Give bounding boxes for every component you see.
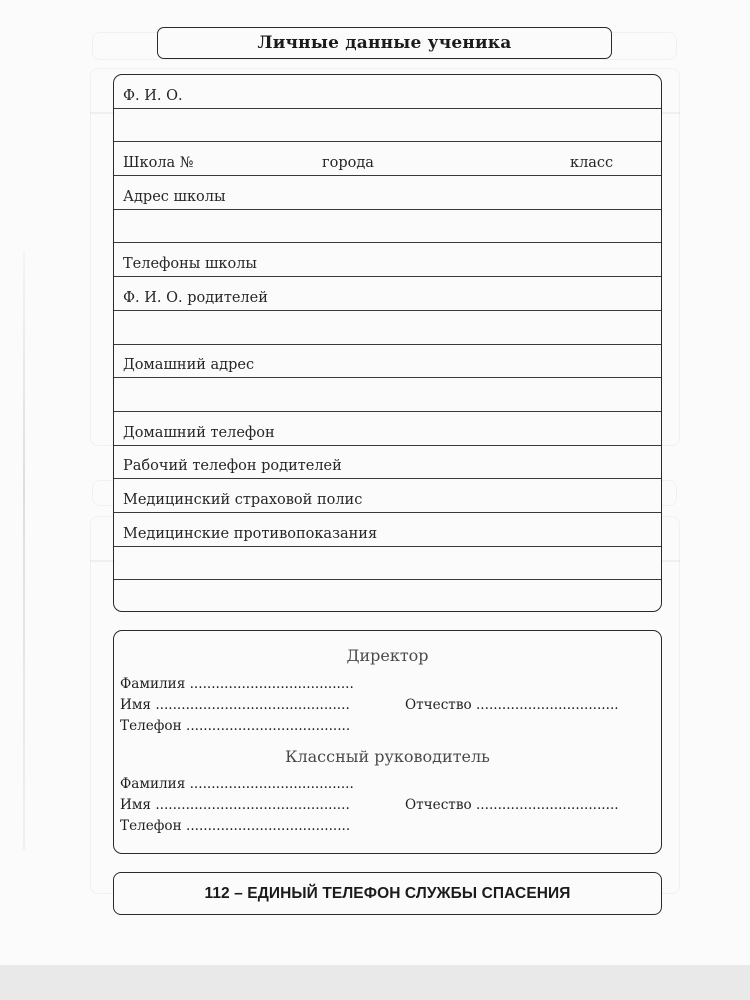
form-field-label: Ф. И. О. родителей	[123, 289, 268, 306]
form-field-label: Медицинский страховой полис	[123, 492, 363, 509]
form-row[interactable]	[114, 581, 661, 613]
form-row[interactable]	[114, 109, 661, 143]
form-row[interactable]	[114, 142, 661, 176]
form-row[interactable]	[114, 345, 661, 379]
form-field-label: Школа №	[123, 155, 194, 172]
form-row[interactable]	[114, 75, 661, 109]
director-heading: Директор	[346, 646, 429, 665]
emergency-phone-banner: 112 – ЕДИНЫЙ ТЕЛЕФОН СЛУЖБЫ СПАСЕНИЯ	[113, 872, 662, 915]
class-teacher-heading: Классный руководитель	[285, 747, 490, 766]
form-row[interactable]	[114, 446, 661, 480]
form-row[interactable]	[114, 244, 661, 278]
form-row[interactable]	[114, 176, 661, 210]
staff-contacts	[113, 630, 662, 854]
form-row[interactable]	[114, 412, 661, 446]
form-row[interactable]	[114, 479, 661, 513]
class-teacher-name-field[interactable]: Имя .............................................	[120, 797, 350, 813]
form-field-label: Домашний телефон	[123, 424, 275, 441]
form-row[interactable]	[114, 277, 661, 311]
form-row[interactable]	[114, 378, 661, 412]
director-patronymic-field[interactable]: Отчество .................................	[405, 697, 619, 713]
director-phone-field[interactable]: Телефон ......................................	[120, 718, 351, 734]
form-field-label: Телефоны школы	[123, 256, 257, 273]
form-field-label: города	[322, 155, 374, 172]
form-row[interactable]	[114, 311, 661, 345]
form-row[interactable]	[114, 547, 661, 581]
form-field-label: Домашний адрес	[123, 357, 255, 374]
form-field-label: Рабочий телефон родителей	[123, 458, 342, 475]
class-teacher-surname-field[interactable]: Фамилия ......................................	[120, 776, 354, 792]
student-data-form	[113, 74, 662, 612]
class-teacher-phone-field[interactable]: Телефон ......................................	[120, 818, 351, 834]
form-field-label: класс	[570, 155, 614, 172]
form-field-label: Ф. И. О.	[123, 87, 183, 104]
form-row[interactable]	[114, 210, 661, 244]
class-teacher-patronymic-field[interactable]: Отчество .................................	[405, 797, 619, 813]
form-row[interactable]	[114, 513, 661, 547]
director-name-field[interactable]: Имя .............................................	[120, 697, 350, 713]
page-fold	[23, 250, 25, 850]
director-surname-field[interactable]: Фамилия ......................................	[120, 676, 354, 692]
form-field-label: Медицинские противопоказания	[123, 525, 378, 542]
page-title: Личные данные ученика	[157, 27, 612, 59]
form-field-label: Адрес школы	[123, 188, 226, 205]
